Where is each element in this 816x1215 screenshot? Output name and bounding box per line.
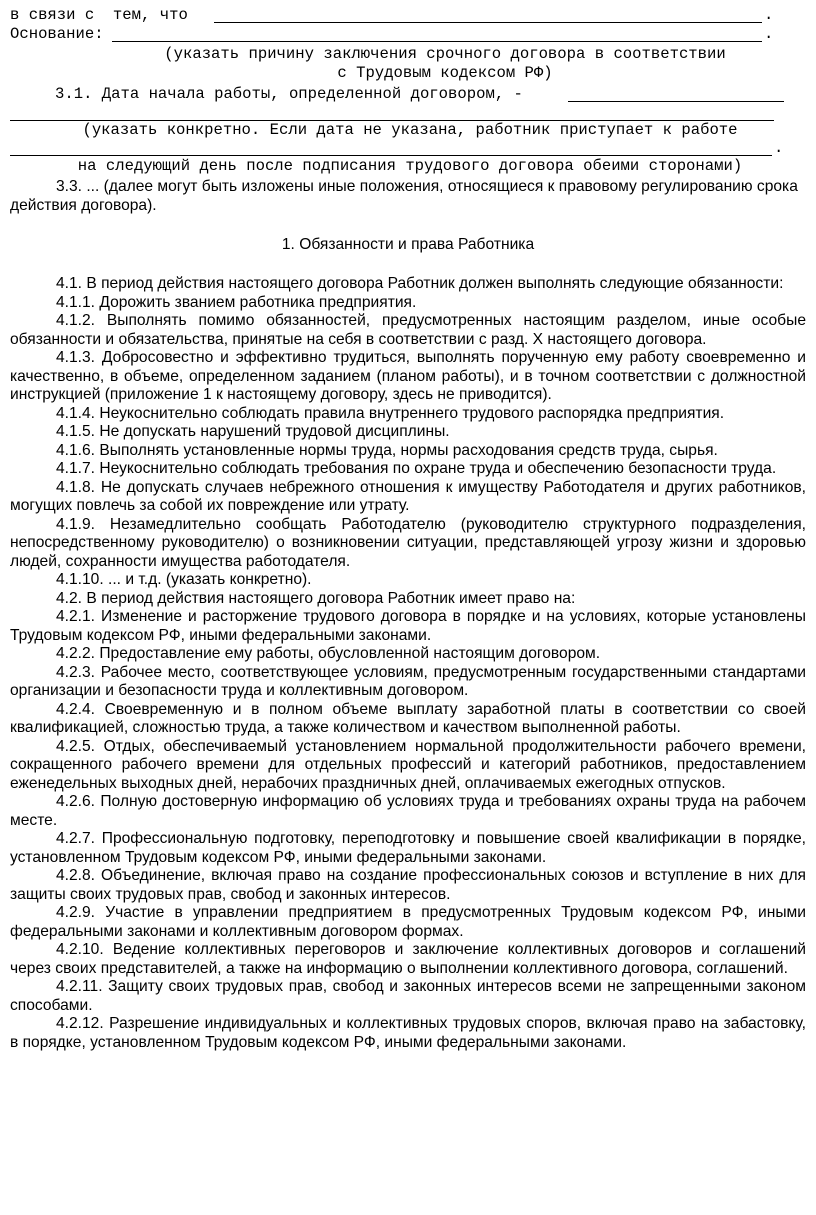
paragraph-4-2-12: 4.2.12. Разрешение индивидуальных и коллективных трудовых споров, включая право на забастовку, в порядке, установленном Трудовым кодексом РФ, иными федеральными законами. xyxy=(10,1015,806,1051)
paragraph-4-1-10: 4.1.10. ... и т.д. (указать конкретно). xyxy=(56,571,312,588)
paragraph-4-1-4: 4.1.4. Неукоснительно соблюдать правила внутреннего трудового распорядка предприятия. xyxy=(56,404,725,422)
form-note-next-day: на следующий день после подписания трудового договора обеими сторонами) xyxy=(77,157,743,175)
form-blank-start-date[interactable] xyxy=(568,101,784,102)
form-note-start-date: (указать конкретно. Если дата не указана, работник приступает к работе xyxy=(82,121,738,139)
form-note-reason-b: с Трудовым кодексом РФ) xyxy=(337,64,553,82)
form-blank-basis[interactable] xyxy=(112,41,762,42)
paragraph-4-2-10: 4.2.10. Ведение коллективных переговоров и заключение коллективных договоров и соглашений через своих представителей, а также на информацию о выполнении коллективного договора, соглашений. xyxy=(10,941,806,977)
form-line5-end: . xyxy=(774,139,784,157)
paragraph-4-2-3: 4.2.3. Рабочее место, соответствующее условиям, предусмотренным государственными стандартами организации и безопасности труда и коллективным договором. xyxy=(10,663,806,699)
paragraph-4-2-11: 4.2.11. Защиту своих трудовых прав, свобод и законных интересов всеми не запрещенными законом способами. xyxy=(10,978,806,1014)
form-note-reason-a: (указать причину заключения срочного договора в соответствии xyxy=(164,45,726,63)
heading-text: 1. Обязанности и права Работника xyxy=(281,236,535,253)
form-line-start-date-label: 3.1. Дата начала работы, определенной договором, - xyxy=(55,85,523,103)
form-line-reason-end: . xyxy=(764,6,774,24)
paragraph-4-2: 4.2. В период действия настоящего договора Работник имеет право на: xyxy=(56,589,576,607)
paragraph-4-2-8: 4.2.8. Объединение, включая право на создание профессиональных союзов и вступление в них для защиты своих трудовых прав, свобод и законных интересов. xyxy=(10,867,806,903)
paragraph-4-1-9: 4.1.9. Незамедлительно сообщать Работодателю (руководителю структурного подразделения, непосредственному руководителю) о возникновении ситуации, представляющей угрозу жизни и здоровью людей, сохранности имущества работодателя. xyxy=(10,515,806,570)
paragraph-4-2-4: 4.2.4. Своевременную и в полном объеме выплату заработной платы в соответствии со своей квалификацией, сложностью труда, а также количеством и качеством выполненной работы. xyxy=(10,700,806,736)
paragraph-4-1-2: 4.1.2. Выполнять помимо обязанностей, предусмотренных настоящим разделом, иные особые обязанности и обязательства, принятые на себя в соответствии с разд. X настоящего договора. xyxy=(10,312,806,348)
paragraph-4-2-7: 4.2.7. Профессиональную подготовку, переподготовку и повышение своей квалификации в порядке, установленном Трудовым кодексом РФ, иными федеральными законами. xyxy=(10,830,806,866)
form-line-basis-label: Основание: xyxy=(10,25,104,43)
paragraph-4-1-7: 4.1.7. Неукоснительно соблюдать требования по охране труда и обеспечению безопасности труда. xyxy=(56,460,777,477)
paragraph-4-1-1: 4.1.1. Дорожить званием работника предприятия. xyxy=(56,293,417,311)
form-line-reason-label: в связи с тем, что xyxy=(10,6,188,24)
paragraph-4-2-9: 4.2.9. Участие в управлении предприятием в предусмотренных Трудовым кодексом РФ, иными федеральными законами и коллективным договором формах. xyxy=(10,904,806,940)
paragraph-4-1: 4.1. В период действия настоящего договора Работник должен выполнять следующие обязанности: xyxy=(56,275,784,292)
form-blank-line5[interactable] xyxy=(10,155,772,156)
paragraph-4-2-5: 4.2.5. Отдых, обеспечиваемый установлением нормальной продолжительности рабочего времени, сокращенного рабочего времени для отдельных профессий и категорий работников, предоставлением еженедельных выходных дней, нерабочих праздничных дней, оплачиваемых ежегодных отпусков. xyxy=(10,737,806,792)
paragraph-3-3 xyxy=(10,178,806,215)
form-line-basis-end: . xyxy=(764,25,774,43)
paragraph-4-2-2: 4.2.2. Предоставление ему работы, обусловленной настоящим договором. xyxy=(56,645,601,662)
paragraph-4-1-8: 4.1.8. Не допускать случаев небрежного отношения к имуществу Работодателя и других работников, могущих повлечь за собой их повреждение или утрату. xyxy=(10,478,806,514)
paragraph-4-1-5: 4.1.5. Не допускать нарушений трудовой дисциплины. xyxy=(56,423,450,440)
paragraph-4-1-3: 4.1.3. Добросовестно и эффективно трудиться, выполнять порученную ему работу своевременно и качественно, в объеме, определенном заданием (планом работы), и в точном соответствии с должностной инструкцией (приложение 1 к настоящему договору, здесь не приводится). xyxy=(10,349,806,403)
section-heading xyxy=(10,236,806,255)
paragraph-text: 3.3. ... (далее могут быть изложены иные положения, относящиеся к правовому регулированию срока действия договора). xyxy=(10,178,798,214)
form-blank-reason[interactable] xyxy=(214,22,762,23)
paragraph-4-2-1: 4.2.1. Изменение и расторжение трудового договора в порядке и на условиях, которые установлены Трудовым кодексом РФ, иными федеральными законами. xyxy=(10,608,806,644)
paragraph-list xyxy=(10,275,806,1052)
paragraph-4-1-6: 4.1.6. Выполнять установленные нормы труда, нормы расходования средств труда, сырья. xyxy=(56,441,718,459)
paragraph-4-2-6: 4.2.6. Полную достоверную информацию об условиях труда и требованиях охраны труда на рабочем месте. xyxy=(10,793,806,829)
